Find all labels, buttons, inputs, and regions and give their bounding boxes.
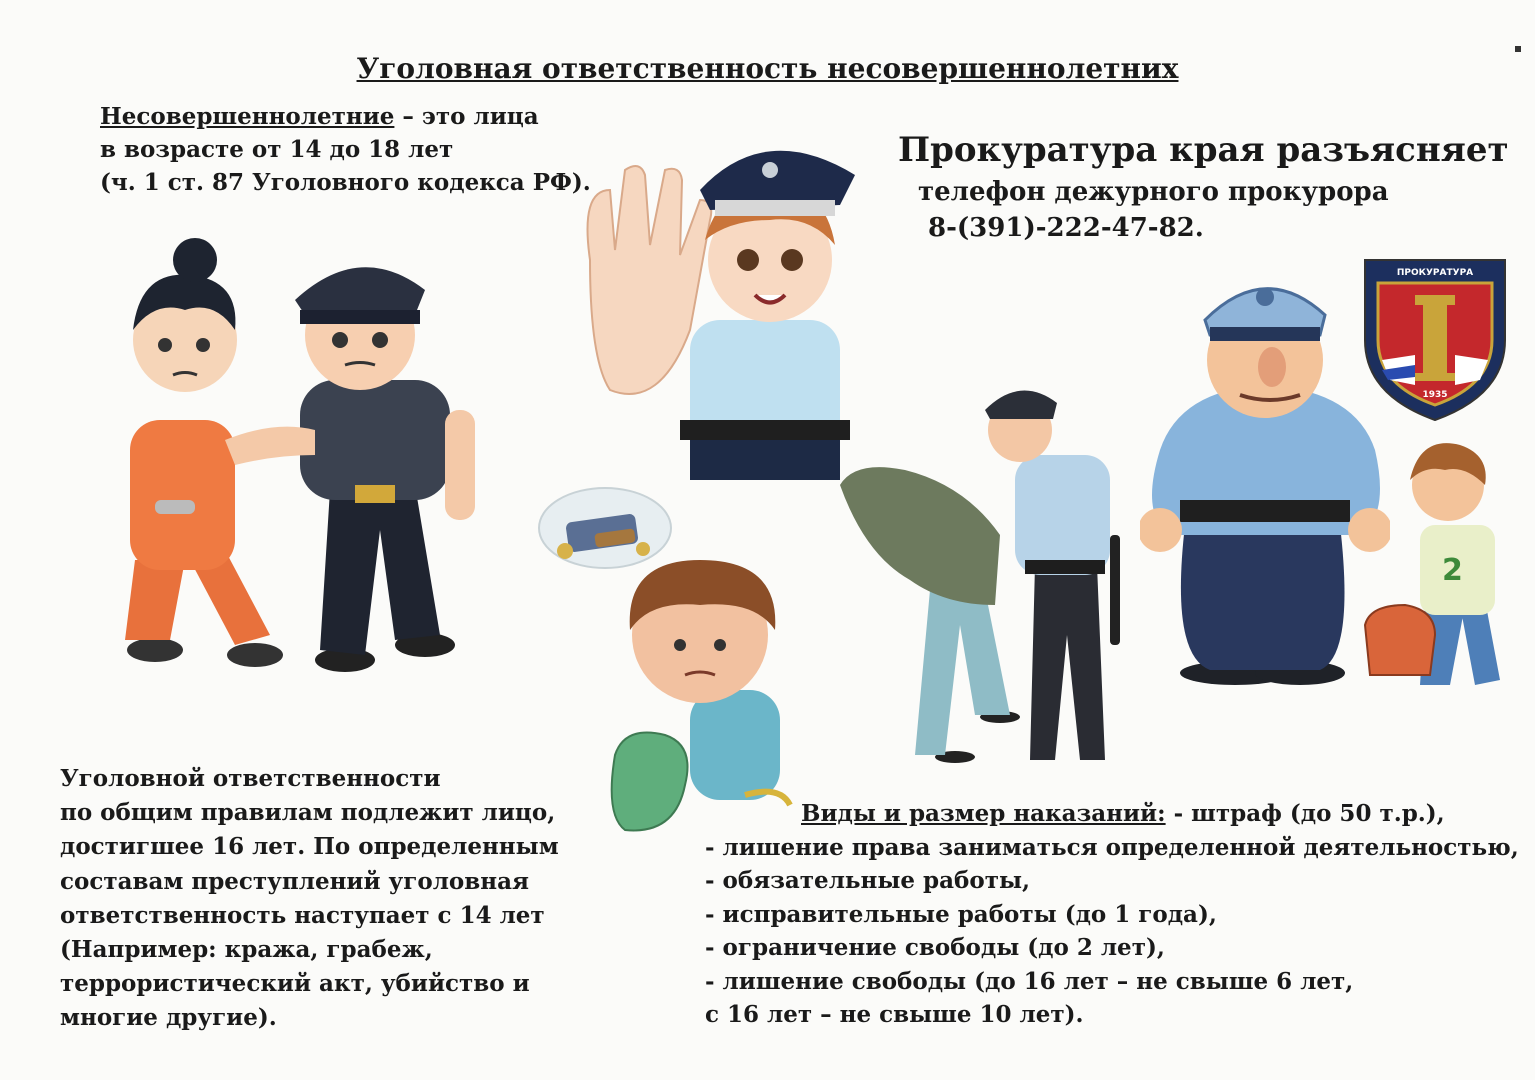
responsibility-line: составам преступлений уголовная bbox=[60, 867, 529, 895]
responsibility-line: (Например: кража, грабеж, bbox=[60, 936, 433, 964]
policeman-arresting-hooded-teen bbox=[835, 375, 1125, 765]
definition-text: – это лица bbox=[394, 103, 539, 130]
responsibility-line: ответственность наступает с 14 лет bbox=[60, 901, 545, 929]
definition-age: в возрасте от 14 до 18 лет bbox=[100, 136, 454, 163]
definition-reference: (ч. 1 ст. 87 Уголовного кодекса РФ). bbox=[100, 169, 591, 196]
scan-mark bbox=[1515, 46, 1521, 52]
prosecutor-emblem bbox=[1360, 245, 1510, 425]
responsibility-line: Уголовной ответственности bbox=[60, 765, 441, 792]
phone-label: телефон дежурного прокурора bbox=[918, 177, 1389, 207]
responsibility-line: террористический акт, убийство и bbox=[60, 970, 530, 998]
responsibility-text bbox=[60, 762, 559, 1036]
punishment-item: - лишение свободы (до 16 лет – не свыше 6 лет, bbox=[705, 967, 1354, 995]
svg-text:ПРОКУРАТУРА: ПРОКУРАТУРА bbox=[1396, 268, 1474, 278]
punishments-heading: Виды и размер наказаний: bbox=[801, 800, 1166, 827]
punishment-item: - ограничение свободы (до 2 лет), bbox=[705, 934, 1165, 961]
punishment-item: - штраф (до 50 т.р.), bbox=[1165, 800, 1445, 827]
crying-boy-with-bag bbox=[605, 545, 795, 845]
policewoman-stop-gesture bbox=[570, 130, 860, 480]
prosecutor-heading: Прокуратура края разъясняет bbox=[898, 130, 1509, 170]
punishment-item: с 16 лет – не свыше 10 лет). bbox=[705, 1001, 1084, 1028]
girl-arrested-by-policeman bbox=[95, 230, 515, 690]
page-title: Уголовная ответственность несовершеннолетних bbox=[356, 52, 1179, 85]
responsibility-line: по общим правилам подлежит лицо, bbox=[60, 799, 556, 827]
punishment-item: - лишение права заниматься определенной деятельностью, bbox=[705, 833, 1519, 861]
punishment-item: - обязательные работы, bbox=[705, 867, 1031, 894]
svg-text:2: 2 bbox=[1442, 553, 1463, 588]
definition-term: Несовершеннолетние bbox=[100, 103, 395, 130]
svg-text:1935: 1935 bbox=[1422, 390, 1448, 400]
minors-definition bbox=[100, 100, 591, 199]
punishments-list bbox=[705, 797, 1519, 1032]
responsibility-line: многие другие). bbox=[60, 1004, 277, 1032]
responsibility-line: достигшее 16 лет. По определенным bbox=[60, 833, 559, 861]
boy-with-bag bbox=[1350, 430, 1510, 695]
phone-number: 8-(391)-222-47-82. bbox=[928, 213, 1204, 243]
punishment-item: - исправительные работы (до 1 года), bbox=[705, 900, 1217, 928]
